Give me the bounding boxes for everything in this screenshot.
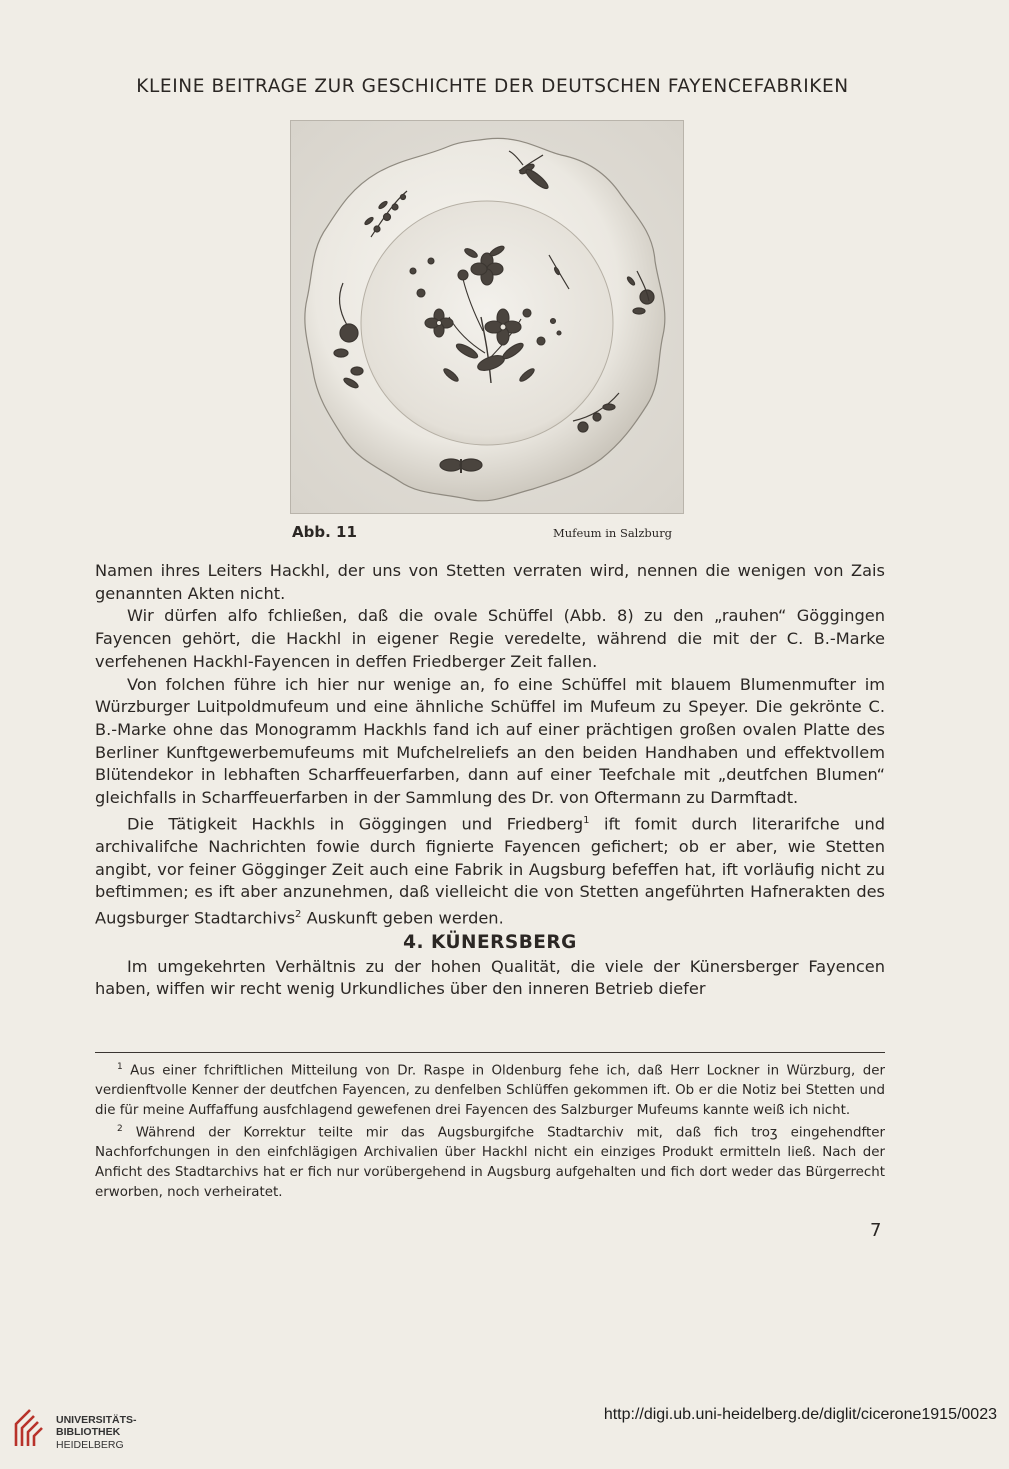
- section-heading: 4. KÜNERSBERG: [403, 932, 577, 954]
- footnote-text: Während der Korrektur teilte mir das Augsburgifche Stadtarchiv mit, daß fich troʒ eingehendfter Nachforfchungen in den einfchlägigen Archivalien über Hackhl nicht ein einziges Produkt ermitteln ließ. Nach der Anficht des Stadtarchivs hat er fich nur vorübergehend in Augsburg aufgehalten und fich dort weder das Bürgerrecht erworben, noch verheiratet.: [95, 1125, 885, 1200]
- body-text: [95, 560, 885, 1001]
- footnote-ref: 1: [583, 814, 590, 826]
- figure-credit: Mufeum in Salzburg: [553, 526, 673, 540]
- footnote-marker: 2: [117, 1124, 123, 1135]
- page-number: 7: [870, 1220, 882, 1241]
- plate-photograph: [290, 120, 684, 514]
- paragraph: Namen ihres Leiters Hackhl, der uns von Stetten verraten wird, nennen die wenigen von Zais genannten Akten nicht.: [95, 561, 885, 603]
- paragraph: Im umgekehrten Verhältnis zu der hohen Qualität, die viele der Künersberger Fayencen haben, wiffen wir recht wenig Urkundliches über den inneren Betrieb diefer: [95, 956, 885, 999]
- paragraph: [95, 810, 885, 930]
- footnote-ref: 2: [295, 908, 302, 920]
- library-name-line: UNIVERSITÄTS-: [56, 1414, 137, 1426]
- footnote-text: Aus einer fchriftlichen Mitteilung von Dr. Raspe in Oldenburg fehe ich, daß Herr Lockner in Würzburg, der verdienftvolle Kenner der deutfchen Fayencen, zu denfelben Schlüffen gekommen ift. Ob er die Notiz bei Stetten und die für meine Auffaffung ausfchlagend gewefenen drei Fayencen des Salzburger Mufeums kannte weiß ich nicht.: [95, 1063, 885, 1118]
- figure-label: Abb. 11: [292, 523, 357, 541]
- library-name-line: BIBLIOTHEK: [56, 1426, 121, 1439]
- paragraph: Von folchen führe ich hier nur wenige an, fo eine Schüffel mit blauem Blumenmufter im Würzburger Luitpoldmufeum und eine ähnliche Schüffel im Mufeum zu Speyer. Die gekrönte C. B.-Marke ohne das Monogramm Hackhls fand ich auf einer prächtigen großen ovalen Platte des Berliner Kunftgewerbemufeums mit Mufchelreliefs an den beiden Handhaben und effektvollem Blütendekor in lebhaften Scharffeuerfarben, dann auf einer Teefchale mit „deutfchen Blumen“ gleichfalls in Scharffeuerfarben in der Sammlung des Dr. von Oftermann zu Darmftadt.: [95, 674, 885, 808]
- footnote: [95, 1058, 885, 1120]
- footnote: [95, 1120, 885, 1202]
- paragraph-text: Die Tätigkeit Hackhls in Göggingen und Friedberg: [127, 814, 584, 834]
- library-logo-icon: [12, 1406, 52, 1450]
- library-name: [56, 1414, 137, 1451]
- paragraph: Wir dürfen alfo fchließen, daß die ovale Schüffel (Abb. 8) zu den „rauhen“ Göggingen Fayencen gehört, die Hackhl in eigener Regie veredelte, während die mit der C. B.-Marke verfehenen Hackhl-Fayencen in deffen Friedberger Zeit fallen.: [95, 606, 885, 671]
- faience-plate-image: [291, 121, 683, 513]
- source-url-link[interactable]: http://digi.ub.uni-heidelberg.de/diglit/cicerone1915/0023: [603, 1406, 997, 1423]
- library-logo[interactable]: [12, 1406, 172, 1456]
- running-title: KLEINE BEITRAGE ZUR GESCHICHTE DER DEUTSCHEN FAYENCEFABRIKEN: [136, 76, 849, 97]
- footnote-marker: 1: [117, 1062, 123, 1072]
- footnote-divider: [95, 1052, 885, 1053]
- paragraph-text: ift fomit durch literarifche und archivalifche Nachrichten fowie durch fignierte Fayencen gefichert; ob er aber, wie Stetten angibt, vor feiner Gögginger Zeit auch eine Fabrik in Augsburg befeffen hat, ift vorläufig nicht zu beftimmen; es ift aber anzunehmen, daß vielleicht die von Stetten angeführten Hafnerakten des Augsburger Stadtarchivs: [95, 814, 885, 928]
- library-name-line: HEIDELBERG: [56, 1438, 124, 1451]
- footnotes: [95, 1058, 885, 1202]
- paragraph-text: Auskunft geben werden.: [301, 908, 504, 928]
